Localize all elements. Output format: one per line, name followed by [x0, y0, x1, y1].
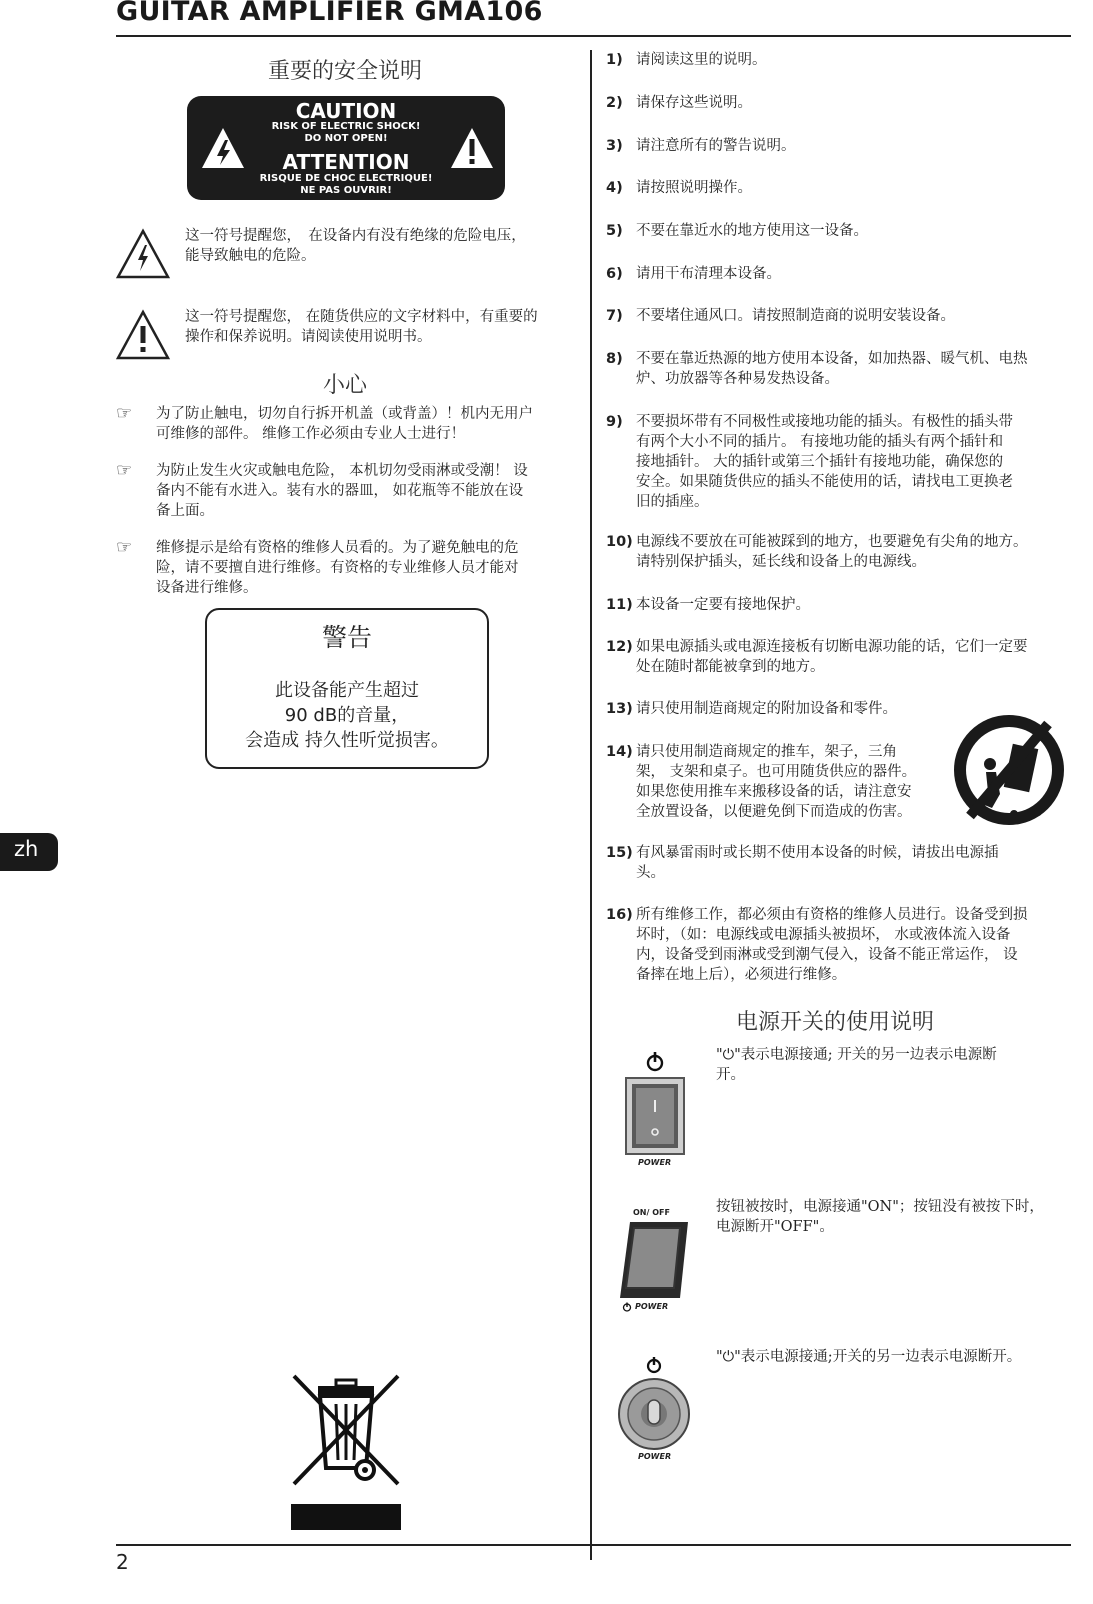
toggle-power-label: POWER: [638, 1452, 672, 1461]
push-power-label: POWER: [635, 1302, 669, 1311]
language-tab-label: zh: [14, 837, 39, 861]
instruction-text: 请保存这些说明。: [636, 95, 752, 111]
toggle-switch-note: "⏻"表示电源接通;开关的另一边表示电源断开。: [716, 1349, 1022, 1365]
rocker-power-label: POWER: [638, 1158, 672, 1167]
instruction-text: 请只使用制造商规定的推车，架子，三角 架， 支架和桌子。也可用随货供应的器件。 如果您使用推车来搬移设备的话，请注意安 全放置设备，以便避免倒下而造成的伤害。: [636, 744, 917, 820]
instruction-number: 11): [606, 597, 633, 613]
instruction-number: 2): [606, 95, 623, 111]
instruction-text: 请注意所有的警告说明。: [636, 138, 796, 154]
instruction-number: 4): [606, 180, 623, 196]
exclamation-symbol-note: 这一符号提醒您， 在随货供应的文字材料中，有重要的 操作和保养说明。请阅读使用说明书。: [185, 309, 538, 345]
push-button-note: 按钮被按时，电源接通"ON"；按钮没有被按下时， 电源断开"OFF"。: [716, 1199, 1044, 1235]
power-switch-section-title: 电源开关的使用说明: [735, 1010, 934, 1035]
instruction-number: 3): [606, 138, 623, 154]
pointing-hand-icon: ☞: [116, 460, 133, 481]
instruction-text: 有风暴雷雨时或长期不使用本设备的时候，请拔出电源插 头。: [636, 845, 999, 881]
instruction-text: 电源线不要放在可能被踩到的地方，也要避免有尖角的地方。 请特别保护插头，延长线和设备上的电源线。: [636, 534, 1028, 570]
instruction-number: 10): [606, 534, 633, 550]
caution-heading: CAUTION: [295, 99, 397, 123]
instruction-number: 7): [606, 308, 623, 324]
rocker-power-switch-icon: [622, 1046, 688, 1172]
instruction-text: 请按照说明操作。: [636, 180, 752, 196]
attention-heading: ATTENTION: [282, 150, 410, 174]
instruction-text: 不要在靠近热源的地方使用本设备，如加热器、暖气机、电热 炉、功放器等各种易发热设备。: [636, 351, 1028, 387]
power-symbol-icon: [622, 1302, 632, 1312]
careful-item: 为了防止触电，切勿自行拆开机盖（或背盖）！机内无用户 可维修的部件。 维修工作必须由专业人士进行！: [156, 406, 533, 442]
instruction-text: 请阅读这里的说明。: [636, 52, 767, 68]
instruction-text: 不要堵住通风口。请按照制造商的说明安装设备。: [636, 308, 955, 324]
instruction-number: 6): [606, 266, 623, 282]
language-tab: [0, 833, 58, 871]
careful-item: 维修提示是给有资格的维修人员看的。为了避免触电的危 险，请不要擅自进行维修。有资格的专业维修人员才能对 设备进行维修。: [156, 540, 519, 596]
hearing-warning-box: [205, 608, 489, 769]
instruction-text: 不要损坏带有不同极性或接地功能的插头。有极性的插头带 有两个大小不同的插片。 有接地功能的插头有两个插针和 接地插针。 大的插针或第三个插针有接地功能，确保您的 安全。如果随货供应的插头不能使用的话，请找电工更换老 旧的插座。: [636, 414, 1013, 510]
page-number: 2: [116, 1550, 129, 1574]
safety-section-title: 重要的安全说明: [267, 59, 422, 84]
rocker-switch-note: "⏻"表示电源接通; 开关的另一边表示电源断 开。: [716, 1047, 997, 1083]
exclamation-warning-icon: [449, 126, 495, 170]
instruction-text: 所有维修工作，都必须由有资格的维修人员进行。设备受到损 坏时，（如：电源线或电源插头被损坏， 水或液体流入设备 内，设备受到雨淋或受到潮气侵入，设备不能正常运作， 设 备摔在地上后），必须进行维修。: [636, 907, 1028, 983]
toggle-power-switch-icon: [616, 1354, 692, 1454]
footer-rule: [116, 1544, 1071, 1546]
voltage-symbol-icon: [115, 228, 171, 280]
instruction-number: 1): [606, 52, 623, 68]
caution-label: [187, 96, 505, 200]
warning-line: 90 dB的音量，: [284, 705, 410, 726]
warning-title: 警告: [321, 623, 372, 652]
instruction-text: 本设备一定要有接地保护。: [636, 597, 810, 613]
instruction-number: 14): [606, 744, 633, 760]
attention-subtext: RISQUE DE CHOC ELECTRIQUE! NE PAS OUVRIR!: [259, 173, 433, 196]
pointing-hand-icon: ☞: [116, 403, 133, 424]
cart-tip-over-warning-icon: [950, 712, 1068, 828]
warning-line: 此设备能产生超过: [275, 680, 419, 701]
column-divider: [590, 50, 592, 1560]
careful-section-title: 小心: [322, 373, 367, 398]
careful-item: 为防止发生火灾或触电危险， 本机切勿受雨淋或受潮！ 设 备内不能有水进入。装有水的器皿， 如花瓶等不能放在设 备上面。: [156, 463, 528, 519]
instruction-text: 请只使用制造商规定的附加设备和零件。: [636, 701, 897, 717]
instruction-number: 5): [606, 223, 623, 239]
instruction-text: 不要在靠近水的地方使用这一设备。: [636, 223, 868, 239]
exclamation-symbol-icon: [115, 309, 171, 361]
header-rule: [116, 35, 1071, 37]
weee-crossed-bin-icon: [290, 1372, 402, 1530]
instruction-number: 9): [606, 414, 623, 430]
voltage-symbol-note: 这一符号提醒您， 在设备内有没有绝缘的危险电压， 能导致触电的危险。: [185, 228, 526, 264]
instruction-number: 13): [606, 701, 633, 717]
push-power-button-icon: [618, 1218, 690, 1302]
pointing-hand-icon: ☞: [116, 537, 133, 558]
instruction-number: 8): [606, 351, 623, 367]
instruction-number: 16): [606, 907, 633, 923]
instruction-number: 12): [606, 639, 633, 655]
caution-subtext: RISK OF ELECTRIC SHOCK! DO NOT OPEN!: [271, 121, 421, 144]
instruction-text: 请用干布清理本设备。: [636, 266, 781, 282]
warning-line: 会造成 持久性听觉损害。: [245, 730, 449, 751]
doc-header-title: GUITAR AMPLIFIER GMA106: [116, 0, 543, 27]
on-off-label: ON/ OFF: [633, 1208, 670, 1217]
instruction-text: 如果电源插头或电源连接板有切断电源功能的话，它们一定要 处在随时都能被拿到的地方。: [636, 639, 1028, 675]
instruction-number: 15): [606, 845, 633, 861]
